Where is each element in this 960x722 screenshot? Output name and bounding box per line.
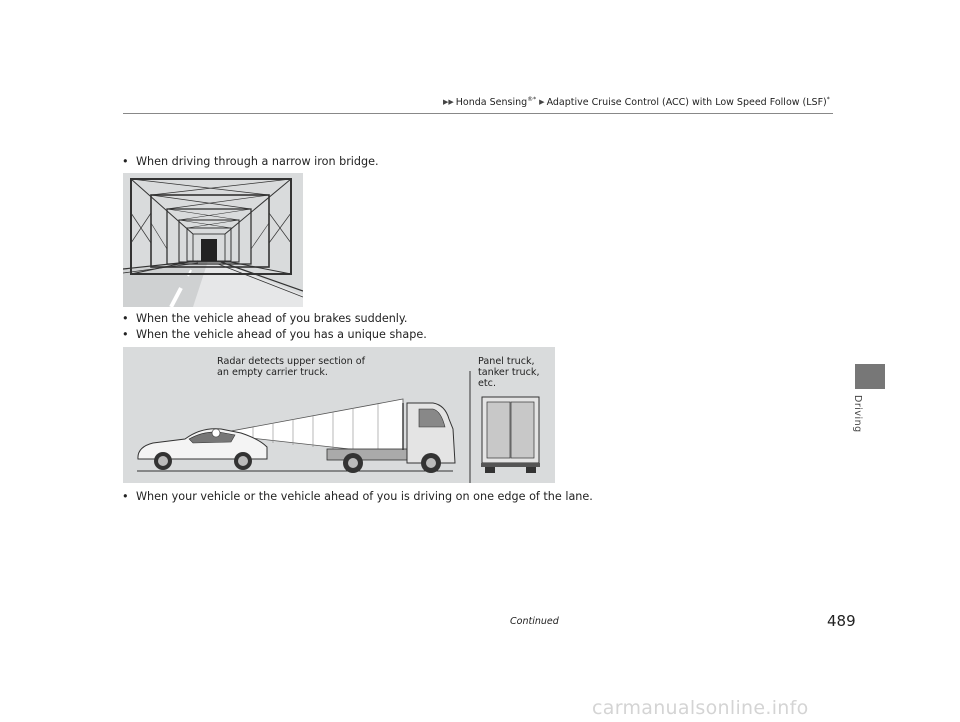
list-item: • When the vehicle ahead of you has a unique shape. [122,328,427,341]
figure-caption-radar: Radar detects upper section of an empty carrier truck. [217,356,366,378]
list-item: • When your vehicle or the vehicle ahead of you is driving on one edge of the lane. [122,490,593,503]
page-number: 489 [827,612,856,630]
breadcrumb [443,96,830,108]
bullet-icon: • [122,328,129,341]
breadcrumb-part1: Honda Sensing®* [455,96,537,109]
breadcrumb-arrow-icon: ▶▶ [443,98,454,107]
continued-label: Continued [510,616,559,627]
section-tab [855,364,885,389]
figure-caption-panel-truck: Panel truck, tanker truck, etc. [478,356,540,389]
bullet-icon: • [122,312,129,325]
list-item: • When driving through a narrow iron bridge. [122,155,379,168]
bullet-icon: • [122,155,129,168]
section-tab-label: Driving [852,395,863,433]
bullet-icon: • [122,490,129,503]
header-divider [123,113,833,114]
watermark: carmanualsonline.info [592,697,809,719]
radar-truck-illustration [123,347,555,483]
iron-bridge-illustration [123,173,303,307]
list-item: • When the vehicle ahead of you brakes suddenly. [122,312,408,325]
breadcrumb-arrow-icon: ▶ [539,98,545,107]
breadcrumb-part2: Adaptive Cruise Control (ACC) with Low Speed Follow (LSF)* [546,96,830,109]
